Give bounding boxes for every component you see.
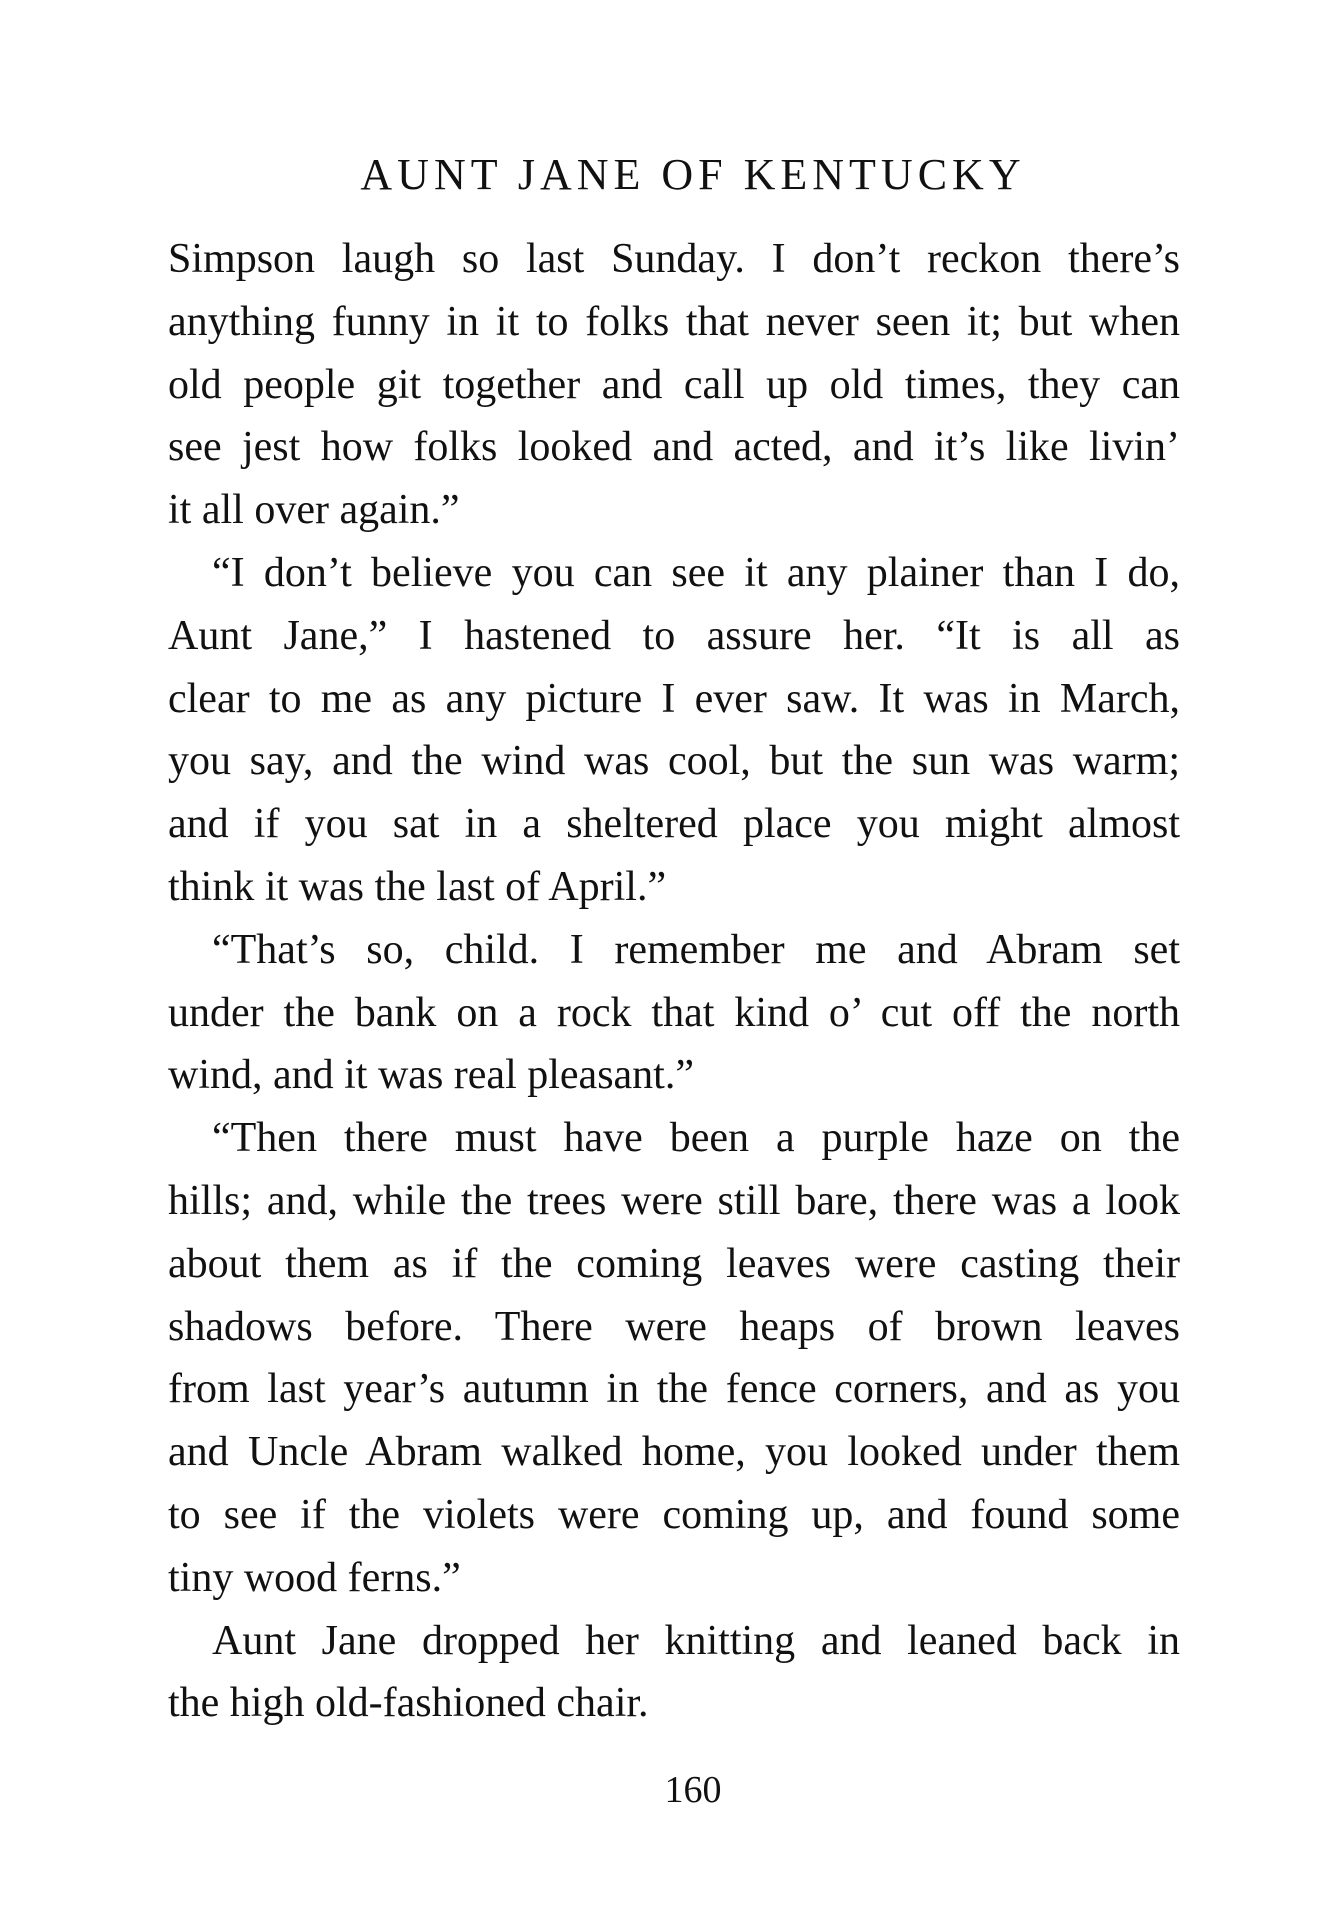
text-line: you say, and the wind was cool, but the sun was warm; xyxy=(168,738,1180,785)
text-line: anything funny in it to folks that never seen it; but when xyxy=(168,298,1180,345)
running-head: AUNT JANE OF KENTUCKY xyxy=(360,150,1026,199)
text-line: hills; and, while the trees were still bare, there was a look xyxy=(168,1177,1180,1224)
text-line: old people git together and call up old times, they can xyxy=(168,361,1180,408)
text-line: shadows before. There were heaps of brown leaves xyxy=(168,1303,1180,1350)
text-line: under the bank on a rock that kind o’ cut off the north xyxy=(168,989,1180,1036)
text-line: Aunt Jane dropped her knitting and leaned back in xyxy=(212,1617,1180,1664)
text-line: Aunt Jane,” I hastened to assure her. “It is all as xyxy=(168,612,1180,659)
text-line: about them as if the coming leaves were casting their xyxy=(168,1240,1180,1287)
page-number: 160 xyxy=(664,1769,722,1811)
text-line: to see if the violets were coming up, and found some xyxy=(168,1491,1180,1538)
text-line: “That’s so, child. I remember me and Abram set xyxy=(212,926,1180,973)
body-text xyxy=(168,228,1180,1735)
text-line: and if you sat in a sheltered place you might almost xyxy=(168,801,1180,848)
text-line: Simpson laugh so last Sunday. I don’t reckon there’s xyxy=(168,236,1180,282)
text-line: it all over again.” xyxy=(168,487,460,534)
text-line: think it was the last of April.” xyxy=(168,863,667,910)
text-line: wind, and it was real pleasant.” xyxy=(168,1052,694,1099)
text-line: the high old-fashioned chair. xyxy=(168,1680,649,1727)
text-line: “I don’t believe you can see it any plainer than I do, xyxy=(212,549,1180,596)
text-line: tiny wood ferns.” xyxy=(168,1554,461,1601)
text-line: from last year’s autumn in the fence corners, and as you xyxy=(168,1366,1180,1413)
text-line: clear to me as any picture I ever saw. It was in March, xyxy=(168,675,1180,722)
text-line: “Then there must have been a purple haze on the xyxy=(212,1115,1180,1162)
text-line: see jest how folks looked and acted, and it’s like livin’ xyxy=(168,424,1180,471)
text-line: and Uncle Abram walked home, you looked under them xyxy=(168,1429,1180,1476)
